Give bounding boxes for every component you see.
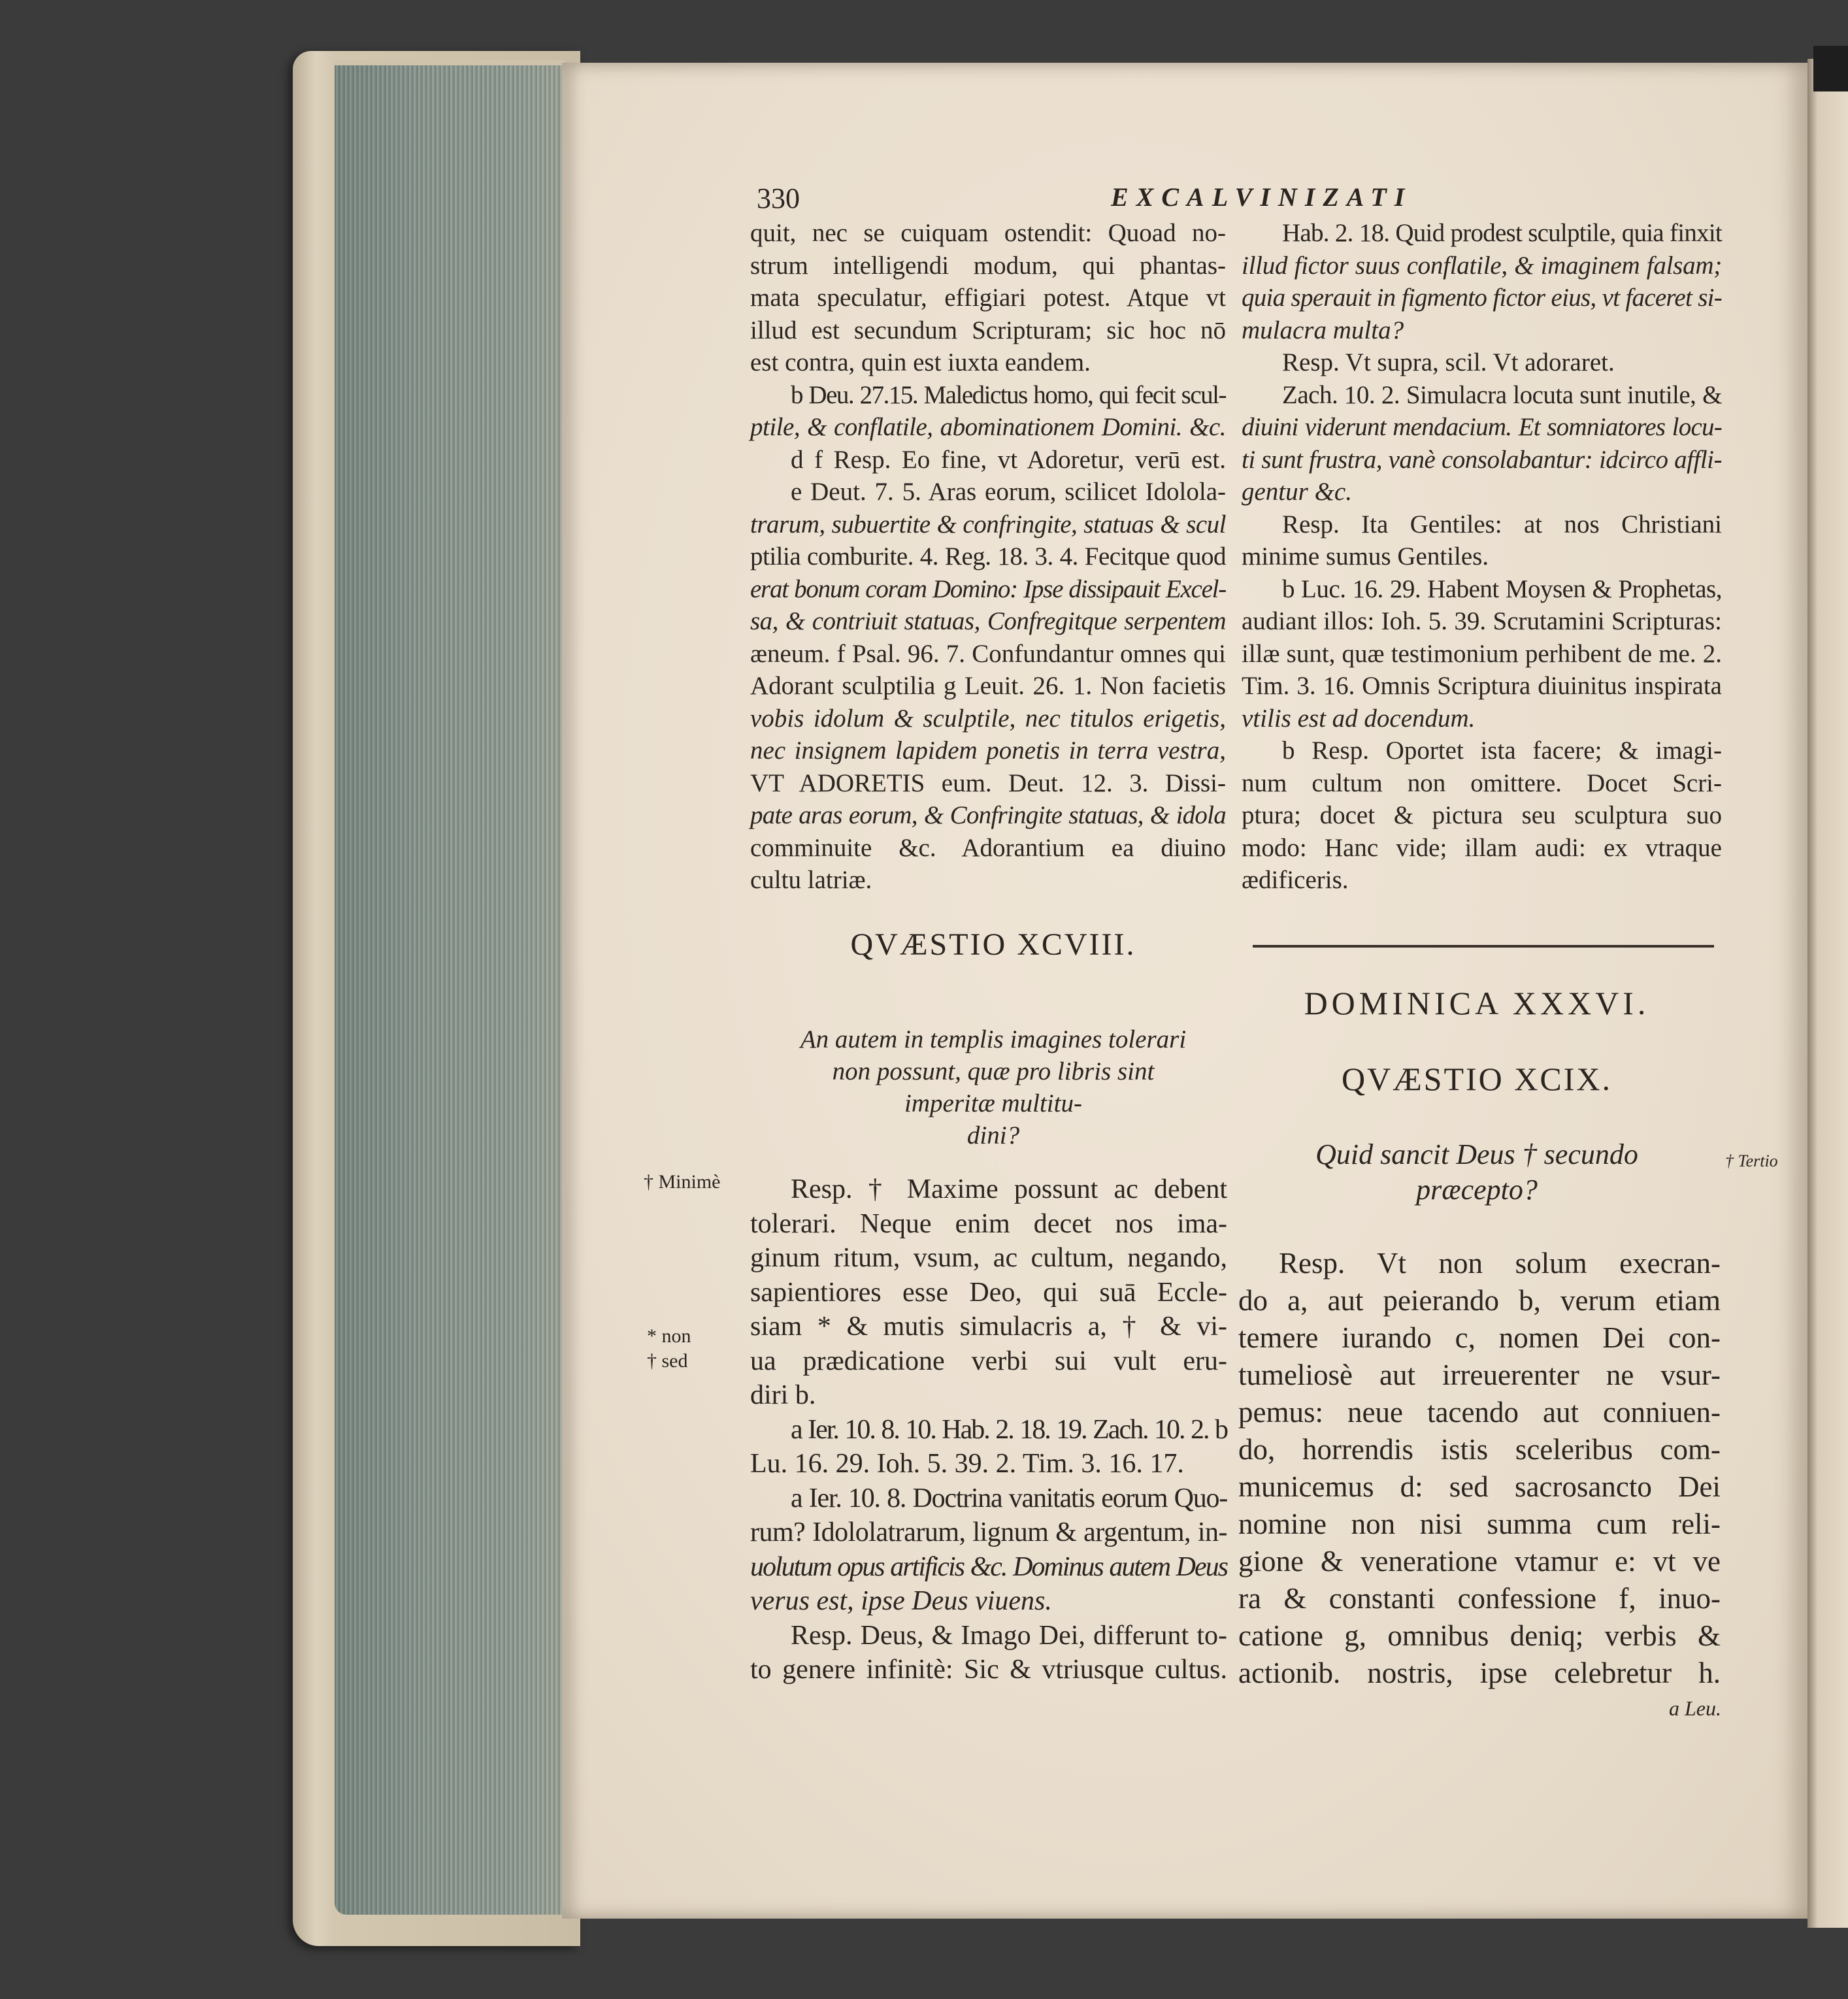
- question-heading-xcviii: QVÆSTIO XCVIII.: [850, 927, 1136, 962]
- right-top-line: gentur &c.: [1242, 478, 1352, 506]
- margin-note-minime: † Minimè: [644, 1171, 721, 1193]
- left-top-line: ptile, & conflatile, abominationem Domini. &c.: [750, 413, 1226, 441]
- right-top-line: quia sperauit in figmento fictor eius, vt faceret si-: [1242, 284, 1722, 312]
- left-answer-line: ua prædicatione verbi sui vult eru-: [750, 1346, 1227, 1376]
- margin-note-non: * non: [647, 1325, 691, 1347]
- question-heading-xcix: QVÆSTIO XCIX.: [1342, 1061, 1612, 1097]
- question-line: dini?: [966, 1121, 1020, 1149]
- left-answer-line: rum? Idololatrarum, lignum & argentum, in-: [750, 1517, 1227, 1547]
- left-top-line: sa, & contriuit statuas, Confregitque serpentem: [750, 607, 1226, 635]
- left-answer-line: Resp. Deus, & Imago Dei, differunt to-: [791, 1621, 1227, 1651]
- page-number: 330: [757, 182, 800, 214]
- left-answer-line: siam * & mutis simulacris a, † & vi-: [750, 1312, 1227, 1342]
- left-answer-line: tolerari. Neque enim decet nos ima-: [750, 1209, 1227, 1239]
- right-answer-line: Resp. Vt non solum execran-: [1279, 1247, 1721, 1280]
- right-answer-line: gione & veneratione vtamur e: vt ve: [1238, 1545, 1721, 1578]
- left-top-line: erat bonum coram Domino: Ipse dissipauit Excel-: [750, 575, 1226, 603]
- left-top-line: comminuite &c. Adorantium ea diuino: [750, 834, 1226, 862]
- left-answer-line: diri b.: [750, 1380, 816, 1410]
- right-answer-line: municemus d: sed sacrosancto Dei: [1238, 1470, 1721, 1503]
- section-rule: [1253, 945, 1714, 948]
- left-answer-line: sapientiores esse Deo, qui suā Eccle-: [750, 1278, 1227, 1308]
- left-top-line: vobis idolum & sculptile, nec titulos erigetis,: [750, 704, 1226, 733]
- right-top-line: vtilis est ad docendum.: [1242, 704, 1476, 733]
- right-answer-line: catione g, omnibus deniq; verbis &: [1238, 1619, 1721, 1652]
- margin-note-sed: † sed: [647, 1350, 688, 1372]
- right-answer-line: pemus: neue tacendo aut conniuen-: [1238, 1396, 1721, 1429]
- right-answer-line: ra & constanti confessione f, inuo-: [1238, 1582, 1721, 1615]
- right-top-line: diuini viderunt mendacium. Et somniatores locu-: [1242, 413, 1722, 441]
- left-top-line: ptilia comburite. 4. Reg. 18. 3. 4. Fecitque quod: [750, 542, 1226, 570]
- question-line: Quid sancit Deus † secundo: [1315, 1138, 1638, 1170]
- question-line: non possunt, quæ pro libris sint: [832, 1057, 1155, 1085]
- dominica-heading: DOMINICA XXXVI.: [1304, 985, 1650, 1021]
- right-top-line: Hab. 2. 18. Quid prodest sculptile, quia finxit: [1282, 219, 1722, 247]
- left-top-line: æneum. f Psal. 96. 7. Confundantur omnes qui: [750, 640, 1226, 668]
- page-edges: [335, 65, 565, 1915]
- right-answer-line: do a, aut peierando b, verum etiam: [1238, 1284, 1721, 1317]
- right-answer-line: tumeliosè aut irreuerenter ne vsur-: [1238, 1359, 1721, 1391]
- right-top-line: Tim. 3. 16. Omnis Scriptura diuinitus inspirata: [1242, 672, 1722, 700]
- background-corner: [1813, 46, 1848, 91]
- left-top-line: nec insignem lapidem ponetis in terra vestra,: [750, 736, 1226, 765]
- facing-page-gutter: [1807, 59, 1848, 1928]
- right-top-line: num cultum non omittere. Docet Scri-: [1242, 769, 1722, 797]
- left-top-line: est contra, quin est iuxta eandem.: [750, 348, 1091, 376]
- question-line: præcepto?: [1416, 1174, 1538, 1206]
- right-top-line: ædificeris.: [1242, 866, 1349, 894]
- left-answer-line: verus est, ipse Deus viuens.: [750, 1586, 1052, 1616]
- right-answer-line: nomine non nisi summa cum reli-: [1238, 1508, 1721, 1540]
- running-title: EXCALVINIZATI: [1111, 182, 1413, 212]
- question-line: imperitæ multitu-: [904, 1089, 1082, 1117]
- left-top-line: e Deut. 7. 5. Aras eorum, scilicet Idolola-: [791, 478, 1226, 506]
- left-top-line: cultu latriæ.: [750, 866, 872, 894]
- margin-note-tertio: † Tertio: [1725, 1151, 1778, 1170]
- left-top-line: strum intelligendi modum, qui phantas-: [750, 252, 1226, 280]
- right-top-line: Resp. Ita Gentiles: at nos Christiani: [1282, 510, 1722, 538]
- left-top-line: mata speculatur, effigiari potest. Atque vt: [750, 284, 1226, 312]
- left-answer-line: ginum ritum, vsum, ac cultum, negando,: [750, 1243, 1227, 1273]
- right-top-line: modo: Hanc vide; illam audi: ex vtraque: [1242, 834, 1722, 862]
- left-top-line: d f Resp. Eo fine, vt Adoretur, verū est.: [791, 446, 1226, 474]
- left-answer-line: a Ier. 10. 8. Doctrina vanitatis eorum Quo-: [791, 1483, 1227, 1513]
- right-top-line: mulacra multa?: [1242, 316, 1404, 344]
- left-top-line: trarum, subuertite & confringite, statuas & scul: [750, 510, 1226, 538]
- left-answer-line: Resp. † Maxime possunt ac debent: [791, 1174, 1227, 1204]
- right-top-line: Resp. Vt supra, scil. Vt adoraret.: [1282, 348, 1615, 376]
- right-top-line: Zach. 10. 2. Simulacra locuta sunt inutile, &: [1282, 381, 1722, 409]
- right-top-line: illud fictor suus conflatile, & imaginem falsam;: [1242, 252, 1722, 280]
- catchword: a Leu.: [1669, 1696, 1721, 1720]
- right-answer-line: do, horrendis istis sceleribus com-: [1238, 1433, 1721, 1466]
- left-top-line: illud est secundum Scripturam; sic hoc nō: [750, 316, 1226, 344]
- left-answer-line: to genere infinitè: Sic & vtriusque cultus.: [750, 1655, 1227, 1685]
- right-answer-line: temere iurando c, nomen Dei con-: [1238, 1321, 1721, 1354]
- left-answer-line: a Ier. 10. 8. 10. Hab. 2. 18. 19. Zach. 10. 2. b: [791, 1415, 1227, 1445]
- left-top-line: b Deu. 27.15. Maledictus homo, qui fecit scul-: [791, 381, 1226, 409]
- left-answer-line: Lu. 16. 29. Ioh. 5. 39. 2. Tim. 3. 16. 17.: [750, 1449, 1184, 1479]
- left-top-line: quit, nec se cuiquam ostendit: Quoad no-: [750, 219, 1226, 247]
- left-top-line: VT ADORETIS eum. Deut. 12. 3. Dissi-: [750, 769, 1226, 797]
- left-top-line: Adorant sculptilia g Leuit. 26. 1. Non facietis: [750, 672, 1226, 700]
- right-top-line: b Luc. 16. 29. Habent Moysen & Prophetas,: [1282, 575, 1722, 603]
- right-top-line: ptura; docet & pictura seu sculptura suo: [1242, 801, 1722, 829]
- right-top-line: b Resp. Oportet ista facere; & imagi-: [1282, 736, 1722, 765]
- right-top-line: minime sumus Gentiles.: [1242, 542, 1489, 570]
- right-top-line: ti sunt frustra, vanè consolabantur: idcirco affli-: [1242, 446, 1722, 474]
- right-top-line: audiant illos: Ioh. 5. 39. Scrutamini Scripturas:: [1242, 607, 1722, 635]
- right-answer-line: actionib. nostris, ipse celebretur h.: [1238, 1657, 1721, 1689]
- left-answer-line: uolutum opus artificis &c. Dominus autem Deus: [750, 1552, 1227, 1582]
- question-line: An autem in templis imagines tolerari: [800, 1025, 1187, 1053]
- right-top-line: illæ sunt, quæ testimonium perhibent de me. 2.: [1242, 640, 1722, 668]
- left-top-line: pate aras eorum, & Confringite statuas, & idola: [750, 801, 1226, 829]
